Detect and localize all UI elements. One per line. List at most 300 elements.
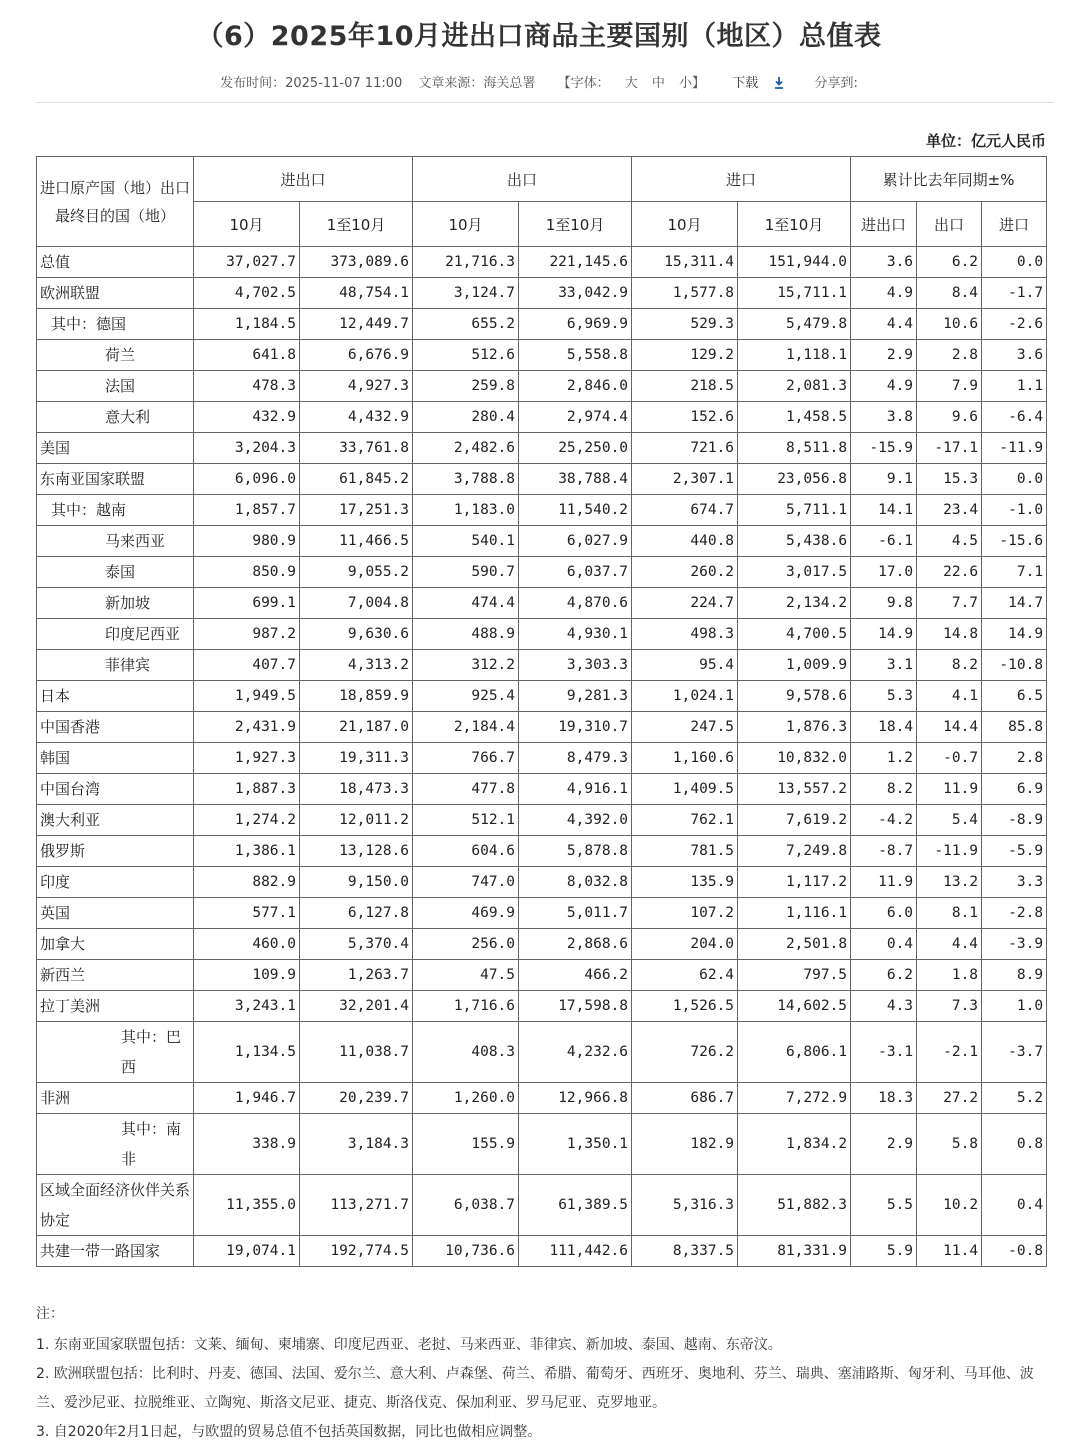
value-cell: 1.2	[851, 743, 917, 774]
value-cell: 23,056.8	[738, 464, 851, 495]
value-cell: 1,274.2	[194, 805, 300, 836]
font-small-link[interactable]: 小】	[679, 76, 706, 91]
value-cell: 19,310.7	[519, 712, 632, 743]
font-medium-link[interactable]: 中	[651, 76, 665, 91]
value-cell: 577.1	[194, 898, 300, 929]
region-name-cell: 欧洲联盟	[37, 278, 194, 309]
value-cell: -2.8	[982, 898, 1047, 929]
value-cell: 17.0	[851, 557, 917, 588]
value-cell: 1.8	[917, 960, 982, 991]
table-row	[37, 898, 1047, 929]
value-cell: 2,501.8	[738, 929, 851, 960]
value-cell: 1,183.0	[413, 495, 519, 526]
value-cell: 3.8	[851, 402, 917, 433]
value-cell: 0.4	[851, 929, 917, 960]
value-cell: 1,946.7	[194, 1083, 300, 1114]
table-row	[37, 588, 1047, 619]
region-name-cell: 印度尼西亚	[37, 619, 194, 650]
col-header-trade-jan-oct: 1至10月	[300, 202, 413, 247]
region-name-cell: 法国	[37, 371, 194, 402]
value-cell: 7,619.2	[738, 805, 851, 836]
value-cell: 2,134.2	[738, 588, 851, 619]
col-header-yoy-export: 出口	[917, 202, 982, 247]
value-cell: 2,184.4	[413, 712, 519, 743]
table-row	[37, 1114, 1047, 1175]
value-cell: -3.9	[982, 929, 1047, 960]
value-cell: 20,239.7	[300, 1083, 413, 1114]
value-cell: -0.8	[982, 1236, 1047, 1267]
table-row	[37, 805, 1047, 836]
value-cell: 512.1	[413, 805, 519, 836]
region-name-cell: 非洲	[37, 1083, 194, 1114]
table-row	[37, 278, 1047, 309]
value-cell: 4,232.6	[519, 1022, 632, 1083]
value-cell: 5,370.4	[300, 929, 413, 960]
value-cell: -15.6	[982, 526, 1047, 557]
table-row	[37, 1083, 1047, 1114]
value-cell: 14.8	[917, 619, 982, 650]
article-source: 文章来源：海关总署	[418, 76, 536, 91]
value-cell: 2,846.0	[519, 371, 632, 402]
value-cell: 540.1	[413, 526, 519, 557]
value-cell: 432.9	[194, 402, 300, 433]
value-cell: 4,700.5	[738, 619, 851, 650]
value-cell: 15.3	[917, 464, 982, 495]
table-row	[37, 712, 1047, 743]
region-name-cell: 其中：巴西	[37, 1022, 194, 1083]
value-cell: 4,916.1	[519, 774, 632, 805]
value-cell: 12,449.7	[300, 309, 413, 340]
value-cell: -8.7	[851, 836, 917, 867]
value-cell: 6.2	[851, 960, 917, 991]
table-row	[37, 309, 1047, 340]
value-cell: 6,676.9	[300, 340, 413, 371]
value-cell: 5,878.8	[519, 836, 632, 867]
header-divider	[36, 102, 1054, 103]
region-name-cell: 其中：南非	[37, 1114, 194, 1175]
value-cell: 5,438.6	[738, 526, 851, 557]
value-cell: 10,736.6	[413, 1236, 519, 1267]
value-cell: 11,038.7	[300, 1022, 413, 1083]
value-cell: 11.4	[917, 1236, 982, 1267]
value-cell: 4.1	[917, 681, 982, 712]
value-cell: 192,774.5	[300, 1236, 413, 1267]
region-name-cell: 新西兰	[37, 960, 194, 991]
table-row	[37, 619, 1047, 650]
value-cell: 1,876.3	[738, 712, 851, 743]
table-row	[37, 495, 1047, 526]
value-cell: 9,281.3	[519, 681, 632, 712]
group-header-import: 进口	[632, 157, 851, 202]
value-cell: 1,116.1	[738, 898, 851, 929]
region-name-cell: 美国	[37, 433, 194, 464]
value-cell: 0.0	[982, 464, 1047, 495]
value-cell: 4.9	[851, 278, 917, 309]
value-cell: 604.6	[413, 836, 519, 867]
value-cell: 655.2	[413, 309, 519, 340]
value-cell: 797.5	[738, 960, 851, 991]
region-name-cell: 中国台湾	[37, 774, 194, 805]
region-name-cell: 共建一带一路国家	[37, 1236, 194, 1267]
download-label: 下载	[732, 76, 759, 91]
value-cell: 111,442.6	[519, 1236, 632, 1267]
value-cell: 8.1	[917, 898, 982, 929]
value-cell: 13,557.2	[738, 774, 851, 805]
region-name-cell: 澳大利亚	[37, 805, 194, 836]
value-cell: 4,313.2	[300, 650, 413, 681]
value-cell: 18.4	[851, 712, 917, 743]
value-cell: 221,145.6	[519, 247, 632, 278]
value-cell: 1,834.2	[738, 1114, 851, 1175]
value-cell: 4.9	[851, 371, 917, 402]
value-cell: 1.0	[982, 991, 1047, 1022]
value-cell: -3.1	[851, 1022, 917, 1083]
table-row	[37, 526, 1047, 557]
value-cell: 1,577.8	[632, 278, 738, 309]
value-cell: 3.1	[851, 650, 917, 681]
value-cell: 488.9	[413, 619, 519, 650]
value-cell: 1,118.1	[738, 340, 851, 371]
value-cell: 3,243.1	[194, 991, 300, 1022]
value-cell: 3,017.5	[738, 557, 851, 588]
value-cell: 2,081.3	[738, 371, 851, 402]
value-cell: 9.8	[851, 588, 917, 619]
value-cell: -3.7	[982, 1022, 1047, 1083]
value-cell: 529.3	[632, 309, 738, 340]
value-cell: 762.1	[632, 805, 738, 836]
value-cell: 13,128.6	[300, 836, 413, 867]
value-cell: 5.9	[851, 1236, 917, 1267]
value-cell: 151,944.0	[738, 247, 851, 278]
value-cell: 113,271.7	[300, 1175, 413, 1236]
value-cell: 15,311.4	[632, 247, 738, 278]
table-row	[37, 1236, 1047, 1267]
value-cell: 312.2	[413, 650, 519, 681]
value-cell: 14.1	[851, 495, 917, 526]
value-cell: 152.6	[632, 402, 738, 433]
value-cell: 1,857.7	[194, 495, 300, 526]
value-cell: 9,150.0	[300, 867, 413, 898]
value-cell: 1.1	[982, 371, 1047, 402]
value-cell: 6,127.8	[300, 898, 413, 929]
value-cell: 2.9	[851, 1114, 917, 1175]
value-cell: 2,868.6	[519, 929, 632, 960]
value-cell: 1,716.6	[413, 991, 519, 1022]
value-cell: -5.9	[982, 836, 1047, 867]
value-cell: 5.5	[851, 1175, 917, 1236]
value-cell: 6,038.7	[413, 1175, 519, 1236]
value-cell: 18.3	[851, 1083, 917, 1114]
region-name-cell: 意大利	[37, 402, 194, 433]
font-size-switcher	[552, 76, 715, 91]
value-cell: -17.1	[917, 433, 982, 464]
note-item: 2. 欧洲联盟包括：比利时、丹麦、德国、法国、爱尔兰、意大利、卢森堡、荷兰、希腊、葡萄牙、西班牙、奥地利、芬兰、瑞典、塞浦路斯、匈牙利、马耳他、波兰、爱沙尼亚、拉脱维亚、立陶宛、斯洛文尼亚、捷克、斯洛伐克、保加利亚、罗马尼亚、克罗地亚。	[36, 1366, 1034, 1411]
value-cell: 512.6	[413, 340, 519, 371]
value-cell: 1,117.2	[738, 867, 851, 898]
value-cell: 109.9	[194, 960, 300, 991]
value-cell: 408.3	[413, 1022, 519, 1083]
value-cell: 987.2	[194, 619, 300, 650]
col-header-import-oct: 10月	[632, 202, 738, 247]
value-cell: 11,540.2	[519, 495, 632, 526]
col-header-export-oct: 10月	[413, 202, 519, 247]
value-cell: 12,011.2	[300, 805, 413, 836]
value-cell: -8.9	[982, 805, 1047, 836]
value-cell: 155.9	[413, 1114, 519, 1175]
value-cell: 3.6	[982, 340, 1047, 371]
value-cell: -6.4	[982, 402, 1047, 433]
table-row	[37, 743, 1047, 774]
value-cell: 7.7	[917, 588, 982, 619]
value-cell: 641.8	[194, 340, 300, 371]
font-large-link[interactable]: 大	[624, 76, 638, 91]
value-cell: -0.7	[917, 743, 982, 774]
value-cell: 8.2	[917, 650, 982, 681]
value-cell: 11.9	[917, 774, 982, 805]
download-link[interactable]	[726, 76, 788, 91]
value-cell: 2.8	[917, 340, 982, 371]
value-cell: 1,134.5	[194, 1022, 300, 1083]
value-cell: 27.2	[917, 1083, 982, 1114]
value-cell: 1,526.5	[632, 991, 738, 1022]
value-cell: 5,011.7	[519, 898, 632, 929]
value-cell: 4,927.3	[300, 371, 413, 402]
value-cell: 23.4	[917, 495, 982, 526]
value-cell: 6.2	[917, 247, 982, 278]
value-cell: 0.4	[982, 1175, 1047, 1236]
value-cell: 1,409.5	[632, 774, 738, 805]
value-cell: 8.9	[982, 960, 1047, 991]
col-header-import-jan-oct: 1至10月	[738, 202, 851, 247]
value-cell: 6,806.1	[738, 1022, 851, 1083]
value-cell: 9,055.2	[300, 557, 413, 588]
value-cell: 5,558.8	[519, 340, 632, 371]
value-cell: 7,272.9	[738, 1083, 851, 1114]
value-cell: 37,027.7	[194, 247, 300, 278]
value-cell: 5.2	[982, 1083, 1047, 1114]
value-cell: 25,250.0	[519, 433, 632, 464]
font-size-label: 【字体：	[557, 76, 610, 91]
table-row	[37, 991, 1047, 1022]
value-cell: 747.0	[413, 867, 519, 898]
value-cell: 1,184.5	[194, 309, 300, 340]
group-header-export: 出口	[413, 157, 632, 202]
value-cell: 38,788.4	[519, 464, 632, 495]
note-item: 3. 自2020年2月1日起，与欧盟的贸易总值不包括英国数据，同比也做相应调整。	[36, 1424, 542, 1440]
value-cell: 48,754.1	[300, 278, 413, 309]
value-cell: 590.7	[413, 557, 519, 588]
value-cell: 1,386.1	[194, 836, 300, 867]
value-cell: 980.9	[194, 526, 300, 557]
value-cell: 9.1	[851, 464, 917, 495]
value-cell: 8,479.3	[519, 743, 632, 774]
value-cell: 85.8	[982, 712, 1047, 743]
table-row	[37, 960, 1047, 991]
value-cell: 3.6	[851, 247, 917, 278]
value-cell: 338.9	[194, 1114, 300, 1175]
value-cell: 3.3	[982, 867, 1047, 898]
value-cell: 1,260.0	[413, 1083, 519, 1114]
value-cell: 9,630.6	[300, 619, 413, 650]
group-header-yoy: 累计比去年同期±%	[851, 157, 1047, 202]
value-cell: -6.1	[851, 526, 917, 557]
region-name-cell: 其中：德国	[37, 309, 194, 340]
region-name-cell: 拉丁美洲	[37, 991, 194, 1022]
value-cell: 4,930.1	[519, 619, 632, 650]
value-cell: 0.8	[982, 1114, 1047, 1175]
value-cell: 4.3	[851, 991, 917, 1022]
value-cell: 6.0	[851, 898, 917, 929]
table-row	[37, 371, 1047, 402]
value-cell: 5,316.3	[632, 1175, 738, 1236]
value-cell: 4,702.5	[194, 278, 300, 309]
value-cell: 21,187.0	[300, 712, 413, 743]
value-cell: 4,870.6	[519, 588, 632, 619]
region-name-cell: 荷兰	[37, 340, 194, 371]
region-name-cell: 区域全面经济伙伴关系协定	[37, 1175, 194, 1236]
value-cell: 18,473.3	[300, 774, 413, 805]
value-cell: 62.4	[632, 960, 738, 991]
value-cell: 33,761.8	[300, 433, 413, 464]
value-cell: 2,974.4	[519, 402, 632, 433]
col-header-export-jan-oct: 1至10月	[519, 202, 632, 247]
value-cell: 8,337.5	[632, 1236, 738, 1267]
value-cell: 260.2	[632, 557, 738, 588]
value-cell: 14.9	[982, 619, 1047, 650]
value-cell: 7.9	[917, 371, 982, 402]
table-row	[37, 681, 1047, 712]
value-cell: -11.9	[917, 836, 982, 867]
value-cell: -4.2	[851, 805, 917, 836]
footnotes	[36, 1300, 1056, 1447]
col-header-trade-oct: 10月	[194, 202, 300, 247]
value-cell: 407.7	[194, 650, 300, 681]
article-meta	[0, 72, 1078, 91]
value-cell: 129.2	[632, 340, 738, 371]
row-header-cell: 进口原产国（地）出口最终目的国（地）	[37, 157, 194, 247]
value-cell: 850.9	[194, 557, 300, 588]
value-cell: 3,184.3	[300, 1114, 413, 1175]
value-cell: 686.7	[632, 1083, 738, 1114]
value-cell: -10.8	[982, 650, 1047, 681]
value-cell: 13.2	[917, 867, 982, 898]
value-cell: 182.9	[632, 1114, 738, 1175]
value-cell: 882.9	[194, 867, 300, 898]
value-cell: 95.4	[632, 650, 738, 681]
publish-time: 发布时间：2025-11-07 11:00	[220, 76, 403, 91]
region-name-cell: 中国香港	[37, 712, 194, 743]
value-cell: 204.0	[632, 929, 738, 960]
value-cell: 5.3	[851, 681, 917, 712]
value-cell: 19,074.1	[194, 1236, 300, 1267]
value-cell: 5,479.8	[738, 309, 851, 340]
table-row	[37, 867, 1047, 898]
value-cell: 721.6	[632, 433, 738, 464]
region-name-cell: 俄罗斯	[37, 836, 194, 867]
value-cell: -2.6	[982, 309, 1047, 340]
col-header-yoy-trade: 进出口	[851, 202, 917, 247]
table-row	[37, 433, 1047, 464]
value-cell: 2,482.6	[413, 433, 519, 464]
value-cell: 6.9	[982, 774, 1047, 805]
value-cell: 10.2	[917, 1175, 982, 1236]
value-cell: 6,037.7	[519, 557, 632, 588]
value-cell: 12,966.8	[519, 1083, 632, 1114]
table-row	[37, 557, 1047, 588]
value-cell: 4.4	[917, 929, 982, 960]
value-cell: 726.2	[632, 1022, 738, 1083]
value-cell: 10,832.0	[738, 743, 851, 774]
value-cell: 674.7	[632, 495, 738, 526]
group-header-trade: 进出口	[194, 157, 413, 202]
value-cell: -2.1	[917, 1022, 982, 1083]
page-title: （6）2025年10月进出口商品主要国别（地区）总值表	[196, 21, 882, 52]
value-cell: 10.6	[917, 309, 982, 340]
table-row	[37, 836, 1047, 867]
share-label[interactable]: 分享到:	[814, 76, 858, 91]
region-name-cell: 菲律宾	[37, 650, 194, 681]
value-cell: 3,124.7	[413, 278, 519, 309]
value-cell: 14,602.5	[738, 991, 851, 1022]
value-cell: 47.5	[413, 960, 519, 991]
notes-heading: 注：	[36, 1306, 64, 1322]
region-name-cell: 总值	[37, 247, 194, 278]
value-cell: 19,311.3	[300, 743, 413, 774]
download-icon	[774, 77, 784, 89]
value-cell: 5.4	[917, 805, 982, 836]
value-cell: 469.9	[413, 898, 519, 929]
value-cell: 5,711.1	[738, 495, 851, 526]
value-cell: 224.7	[632, 588, 738, 619]
unit-label: 单位：亿元人民币	[925, 132, 1046, 150]
region-name-cell: 日本	[37, 681, 194, 712]
value-cell: 9,578.6	[738, 681, 851, 712]
value-cell: 7.3	[917, 991, 982, 1022]
value-cell: 18,859.9	[300, 681, 413, 712]
value-cell: 4.4	[851, 309, 917, 340]
value-cell: 2,307.1	[632, 464, 738, 495]
table-body	[37, 247, 1047, 1267]
value-cell: 766.7	[413, 743, 519, 774]
value-cell: 7,249.8	[738, 836, 851, 867]
value-cell: 0.0	[982, 247, 1047, 278]
value-cell: 478.3	[194, 371, 300, 402]
value-cell: 8,032.8	[519, 867, 632, 898]
value-cell: 11,355.0	[194, 1175, 300, 1236]
value-cell: 1,160.6	[632, 743, 738, 774]
region-name-cell: 马来西亚	[37, 526, 194, 557]
value-cell: -15.9	[851, 433, 917, 464]
value-cell: 6,096.0	[194, 464, 300, 495]
region-name-cell: 加拿大	[37, 929, 194, 960]
table-row	[37, 650, 1047, 681]
value-cell: 61,389.5	[519, 1175, 632, 1236]
value-cell: 373,089.6	[300, 247, 413, 278]
value-cell: 781.5	[632, 836, 738, 867]
table-row	[37, 247, 1047, 278]
region-name-cell: 东南亚国家联盟	[37, 464, 194, 495]
value-cell: 9.6	[917, 402, 982, 433]
table-row	[37, 1175, 1047, 1236]
table-row	[37, 340, 1047, 371]
value-cell: 3,303.3	[519, 650, 632, 681]
value-cell: 17,598.8	[519, 991, 632, 1022]
value-cell: 3,204.3	[194, 433, 300, 464]
value-cell: 2.9	[851, 340, 917, 371]
value-cell: 51,882.3	[738, 1175, 851, 1236]
value-cell: 107.2	[632, 898, 738, 929]
region-name-cell: 泰国	[37, 557, 194, 588]
